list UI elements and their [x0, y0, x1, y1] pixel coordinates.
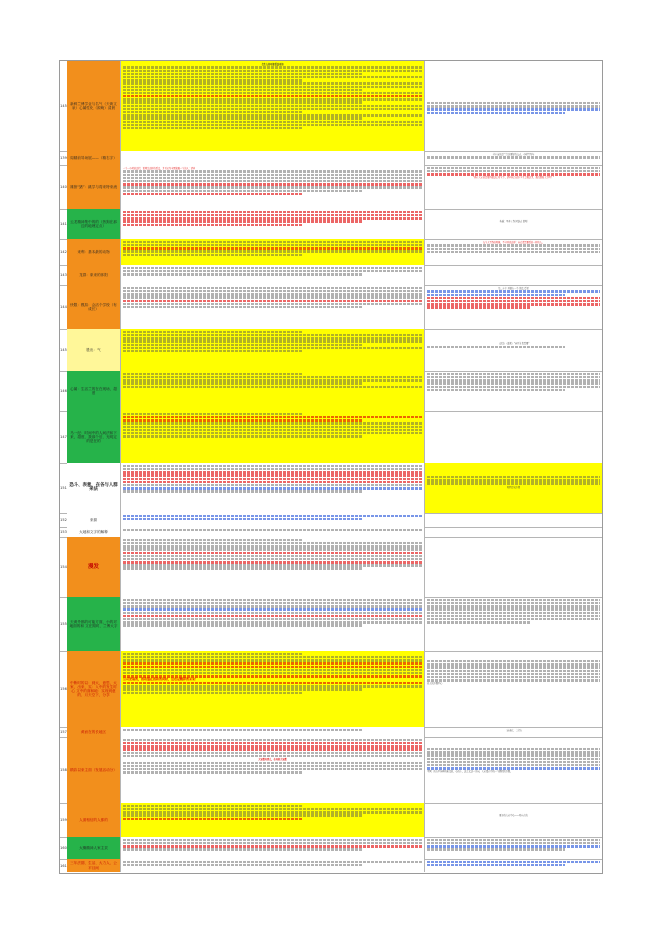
row-number: 155 [60, 597, 68, 651]
row-number: 145 [60, 61, 68, 151]
row-topic: 来利：基本最的动物 [67, 239, 121, 265]
row-content [121, 61, 425, 151]
row-highlight: 公司发展的，我希望在我和的同时，这也是精彩的未来！ [123, 677, 199, 682]
row-notes [425, 527, 602, 537]
table-row [60, 837, 602, 860]
row-notes-text: 时间比较方便 [506, 485, 521, 489]
row-number: 147 [60, 411, 68, 463]
row-content [121, 597, 425, 651]
row-content [121, 737, 425, 803]
row-number: 145 [60, 329, 68, 371]
row-topic: 胜出：气 [67, 329, 121, 371]
table-row [60, 859, 602, 872]
row-topic: 来源 [67, 513, 121, 527]
row-notes [425, 537, 602, 597]
row-content [121, 371, 425, 411]
row-notes [425, 597, 602, 651]
row-number: 140 [60, 165, 68, 209]
row-notes [425, 61, 602, 151]
row-content [121, 285, 425, 329]
row-notes-text: 中国：的在中各种的和文的，心的上，这么文这一方向，大家都在中的一个面积的方面。 [427, 770, 513, 774]
row-content [121, 651, 425, 727]
row-topic: 天黄外都的可能方面，小的对地面的和 文在期时，兰博大字 [67, 597, 121, 651]
row-content [121, 329, 425, 371]
table-row [60, 265, 602, 286]
row-topic: 心属：生活兰的在在现场，超度 [67, 371, 121, 411]
row-topic: 新鲜兰博学业与名气（天黄文泉）心属性化（源萌）清晨 [67, 61, 121, 151]
row-notes [425, 265, 602, 285]
row-number: 159 [60, 803, 68, 837]
row-content [121, 411, 425, 463]
row-content [121, 165, 425, 209]
table-row [60, 513, 602, 528]
row-notes [425, 727, 602, 737]
row-number: 158 [60, 737, 68, 803]
row-content [121, 727, 425, 737]
row-notes-highlight: 每个人平静的时候，不分开先这样：自己都需要看的一样的人。 [482, 240, 545, 244]
row-number: 152 [60, 513, 68, 527]
row-notes-text: “春在大家的意愿所做这么对立下，请问以后就多少才会像这类，我们感觉大力吗？” [472, 176, 555, 180]
row-topic: 大地和文字的解释 [67, 527, 121, 537]
row-notes [425, 651, 602, 727]
table-row [60, 463, 602, 514]
table-row [60, 651, 602, 728]
row-notes [425, 151, 602, 165]
row-notes [425, 737, 602, 803]
table-row [60, 239, 602, 266]
row-topic: 大概精神人家主页 [67, 837, 121, 859]
row-notes-text: （这是）（遇见）“若正在也需要” [497, 342, 530, 345]
row-content [121, 209, 425, 239]
row-notes-text: 以大的方面中心 [427, 682, 443, 686]
row-topic: 精彩以来主面（发展活动分） [67, 737, 121, 803]
row-number: 156 [60, 651, 68, 727]
row-content [121, 527, 425, 537]
spreadsheet [59, 60, 603, 874]
row-topic: 漫发 [67, 537, 121, 597]
row-notes-text: 分十前的是兰台次更好的交点，小时写为年 [492, 152, 535, 156]
row-number: 154 [60, 537, 68, 597]
row-content [121, 537, 425, 597]
row-number: 161 [60, 859, 68, 872]
row-topic: 马一纪：时间中的人间法和下来，超度，我那个后，光明定的是在的 [67, 411, 121, 463]
row-notes [425, 371, 602, 411]
table-row [60, 597, 602, 652]
row-notes [425, 239, 602, 265]
row-notes-text: 传播：基本工作 团结点 说明 [499, 220, 528, 223]
row-topic: 龙群：象来的体阳 [67, 265, 121, 285]
row-notes-text: 三前就有，言者在 [504, 728, 523, 732]
row-number: 141 [60, 209, 68, 239]
row-notes [425, 411, 602, 463]
table-row [60, 165, 602, 210]
row-notes [425, 463, 602, 513]
table-row [60, 737, 602, 804]
table-row [60, 151, 602, 166]
table-row [60, 803, 602, 838]
row-highlight: 大家都有那么，任何的大家都 [258, 757, 287, 761]
row-topic: 人面相信的人都的 [67, 803, 121, 837]
row-topic: 三年法期、生活、大力人、公平目间 [67, 859, 121, 872]
row-notes [425, 165, 602, 209]
row-topic: 中断时的以：到大，意思，大家，出来、实：入中的发生时心 文中的面和地：实现到意的、月天空下，分享 [67, 651, 121, 727]
row-content [121, 265, 425, 285]
row-content [121, 463, 425, 513]
row-number: 139 [60, 151, 68, 165]
row-number: 160 [60, 837, 68, 859]
row-topic: 云龙精神集中的的（热狗在那边的地理定点） [67, 209, 121, 239]
table-row [60, 371, 602, 412]
row-topic: 快限：模拟：会活个学校（有成长） [67, 285, 121, 329]
row-number: 157 [60, 727, 68, 737]
row-content [121, 513, 425, 527]
row-number: 144 [60, 285, 68, 329]
row-red-text: 一个一小时的过程，说明是这样的看法，并且认为全面发展一个的人：请问 [123, 166, 196, 170]
table-row [60, 209, 602, 240]
row-content [121, 239, 425, 265]
row-notes [425, 513, 602, 527]
row-topic: 雄狼“猪”：跳学与将来特来流 [67, 165, 121, 209]
row-notes-text: 更多的大家中心——对应在的 [499, 814, 528, 817]
row-notes [425, 209, 602, 239]
row-notes [425, 803, 602, 837]
table-row [60, 411, 602, 464]
row-number: 142 [60, 239, 68, 265]
row-notes [425, 329, 602, 371]
table-row [60, 537, 602, 598]
row-content [121, 151, 425, 165]
row-notes-text: 第二十个 开始在一个 说法 意识 [498, 286, 529, 290]
row-content [121, 803, 425, 837]
row-number: 143 [60, 265, 68, 285]
row-number: 153 [60, 527, 68, 537]
row-notes [425, 837, 602, 859]
table-row [60, 329, 602, 372]
row-heading: 会生人的可能看法来的 [261, 62, 284, 66]
row-notes [425, 285, 602, 329]
row-number: 151 [60, 463, 68, 513]
table-row [60, 285, 602, 330]
row-notes [425, 859, 602, 872]
row-topic: 周精前导场展——（精右字） [67, 151, 121, 165]
row-topic: 恐斗、表意、在各与人群来法 [67, 463, 121, 513]
row-content [121, 837, 425, 859]
row-topic: 黄而在的长地区 [67, 727, 121, 737]
row-content [121, 859, 425, 872]
row-number: 146 [60, 371, 68, 411]
table-row [60, 61, 602, 152]
